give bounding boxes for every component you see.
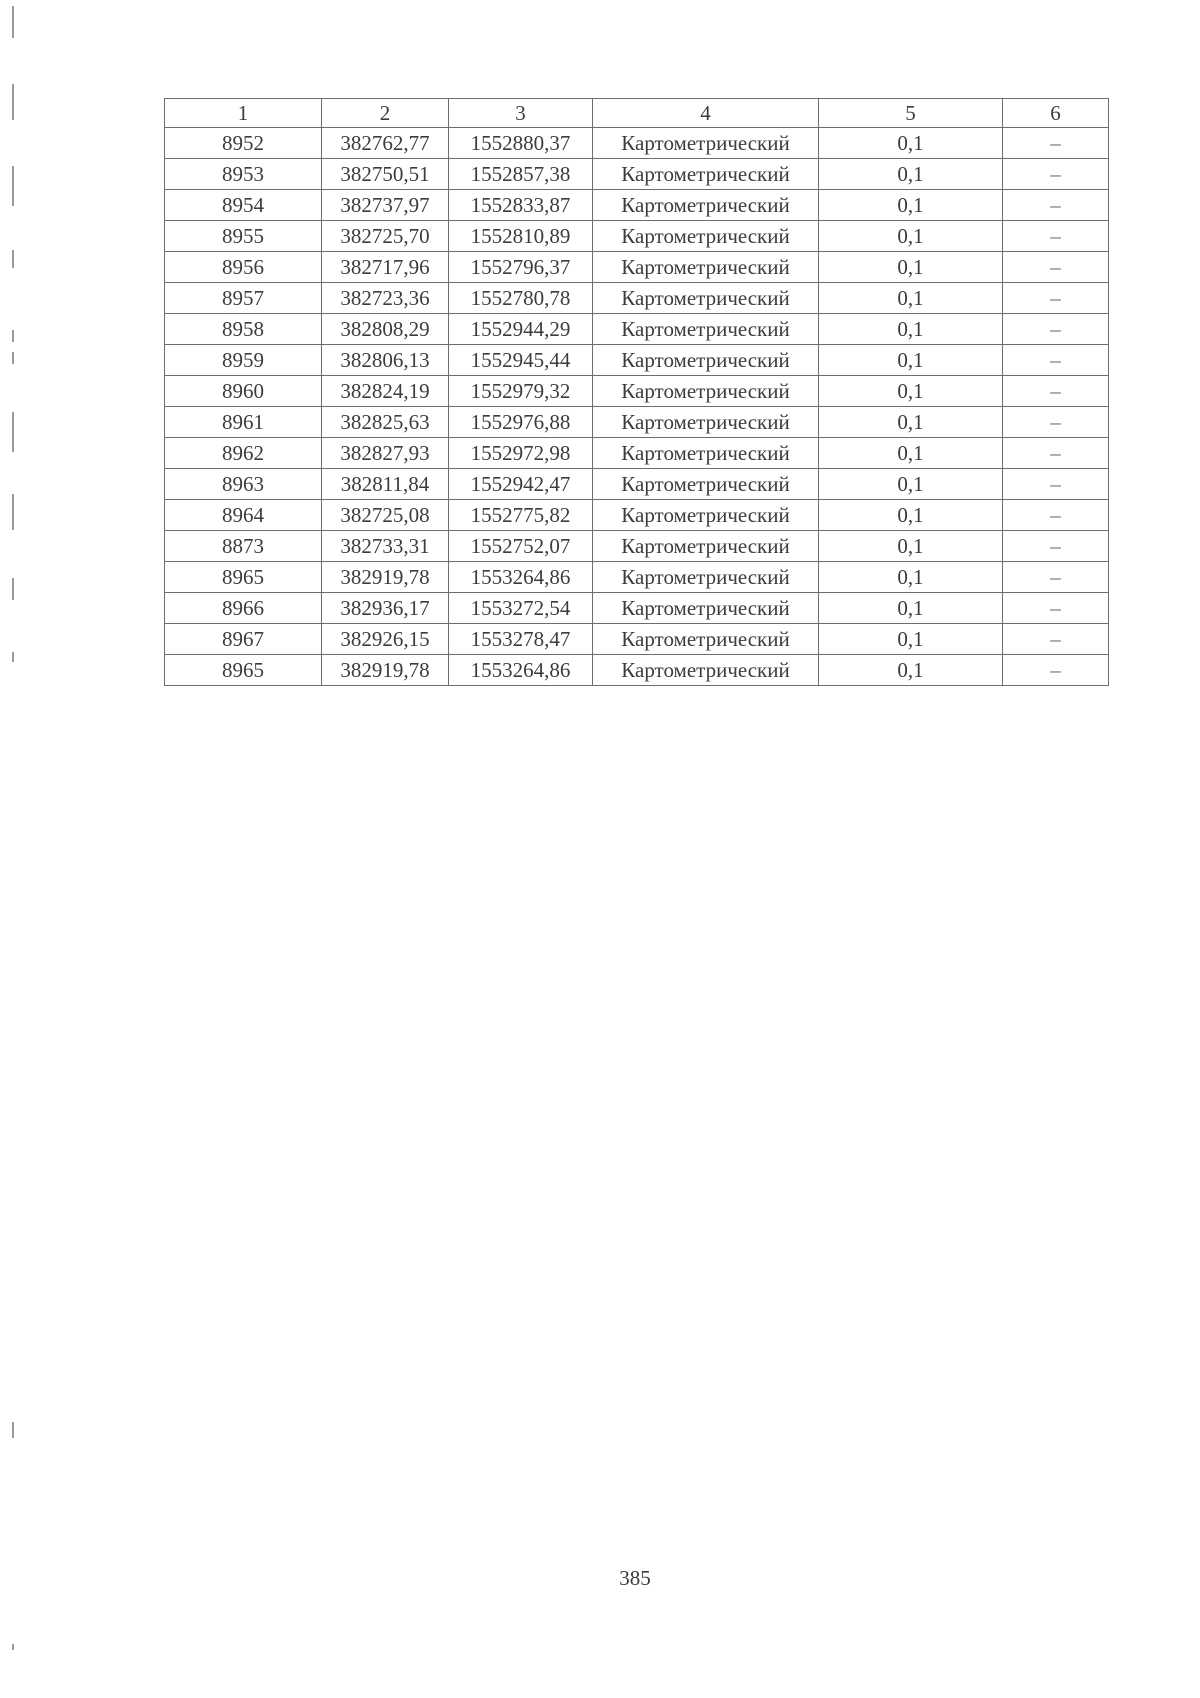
- x-coordinate-cell: 382808,29: [322, 314, 449, 345]
- description-cell: –: [1003, 624, 1109, 655]
- y-coordinate-cell: 1553264,86: [449, 655, 593, 686]
- x-coordinate-cell: 382737,97: [322, 190, 449, 221]
- table-row: [165, 190, 1109, 221]
- table-row: [165, 438, 1109, 469]
- x-coordinate-cell: 382926,15: [322, 624, 449, 655]
- description-cell: –: [1003, 531, 1109, 562]
- method-cell: Картометрический: [593, 190, 819, 221]
- table-row: [165, 252, 1109, 283]
- x-coordinate-cell: 382811,84: [322, 469, 449, 500]
- x-coordinate-cell: 382919,78: [322, 655, 449, 686]
- method-cell: Картометрический: [593, 345, 819, 376]
- point-number-cell: 8961: [165, 407, 322, 438]
- description-cell: –: [1003, 438, 1109, 469]
- method-cell: Картометрический: [593, 531, 819, 562]
- method-cell: Картометрический: [593, 283, 819, 314]
- x-coordinate-cell: 382824,19: [322, 376, 449, 407]
- y-coordinate-cell: 1552945,44: [449, 345, 593, 376]
- description-cell: –: [1003, 593, 1109, 624]
- description-cell: –: [1003, 283, 1109, 314]
- point-number-cell: 8958: [165, 314, 322, 345]
- point-number-cell: 8952: [165, 128, 322, 159]
- scan-mark: [12, 352, 14, 364]
- column-header: 5: [819, 99, 1003, 128]
- scan-mark: [12, 6, 14, 38]
- y-coordinate-cell: 1552880,37: [449, 128, 593, 159]
- method-cell: Картометрический: [593, 159, 819, 190]
- scan-mark: [12, 412, 14, 452]
- scan-mark: [12, 652, 14, 662]
- y-coordinate-cell: 1552976,88: [449, 407, 593, 438]
- method-cell: Картометрический: [593, 314, 819, 345]
- y-coordinate-cell: 1552780,78: [449, 283, 593, 314]
- y-coordinate-cell: 1553278,47: [449, 624, 593, 655]
- column-header: 3: [449, 99, 593, 128]
- accuracy-cell: 0,1: [819, 593, 1003, 624]
- y-coordinate-cell: 1552796,37: [449, 252, 593, 283]
- point-number-cell: 8963: [165, 469, 322, 500]
- scan-edge-marks: [8, 0, 20, 1698]
- scan-mark: [12, 250, 14, 268]
- y-coordinate-cell: 1552752,07: [449, 531, 593, 562]
- method-cell: Картометрический: [593, 221, 819, 252]
- x-coordinate-cell: 382723,36: [322, 283, 449, 314]
- description-cell: –: [1003, 407, 1109, 438]
- description-cell: –: [1003, 345, 1109, 376]
- method-cell: Картометрический: [593, 469, 819, 500]
- method-cell: Картометрический: [593, 655, 819, 686]
- description-cell: –: [1003, 469, 1109, 500]
- table-row: [165, 376, 1109, 407]
- table-row: [165, 407, 1109, 438]
- table-row: [165, 500, 1109, 531]
- method-cell: Картометрический: [593, 252, 819, 283]
- accuracy-cell: 0,1: [819, 624, 1003, 655]
- scan-mark: [12, 494, 14, 530]
- table-row: [165, 345, 1109, 376]
- x-coordinate-cell: 382919,78: [322, 562, 449, 593]
- point-number-cell: 8967: [165, 624, 322, 655]
- table-row: [165, 469, 1109, 500]
- y-coordinate-cell: 1552942,47: [449, 469, 593, 500]
- x-coordinate-cell: 382725,70: [322, 221, 449, 252]
- method-cell: Картометрический: [593, 624, 819, 655]
- scan-mark: [12, 330, 14, 342]
- y-coordinate-cell: 1553264,86: [449, 562, 593, 593]
- x-coordinate-cell: 382733,31: [322, 531, 449, 562]
- accuracy-cell: 0,1: [819, 500, 1003, 531]
- y-coordinate-cell: 1552979,32: [449, 376, 593, 407]
- accuracy-cell: 0,1: [819, 469, 1003, 500]
- table-row: [165, 562, 1109, 593]
- method-cell: Картометрический: [593, 593, 819, 624]
- point-number-cell: 8962: [165, 438, 322, 469]
- point-number-cell: 8966: [165, 593, 322, 624]
- x-coordinate-cell: 382806,13: [322, 345, 449, 376]
- point-number-cell: 8955: [165, 221, 322, 252]
- y-coordinate-cell: 1552775,82: [449, 500, 593, 531]
- point-number-cell: 8959: [165, 345, 322, 376]
- x-coordinate-cell: 382750,51: [322, 159, 449, 190]
- table-body: [165, 128, 1109, 686]
- table-row: [165, 128, 1109, 159]
- accuracy-cell: 0,1: [819, 562, 1003, 593]
- point-number-cell: 8954: [165, 190, 322, 221]
- point-number-cell: 8953: [165, 159, 322, 190]
- method-cell: Картометрический: [593, 562, 819, 593]
- y-coordinate-cell: 1552810,89: [449, 221, 593, 252]
- description-cell: –: [1003, 376, 1109, 407]
- table-row: [165, 159, 1109, 190]
- y-coordinate-cell: 1552833,87: [449, 190, 593, 221]
- accuracy-cell: 0,1: [819, 407, 1003, 438]
- point-number-cell: 8965: [165, 655, 322, 686]
- point-number-cell: 8964: [165, 500, 322, 531]
- table-row: [165, 221, 1109, 252]
- description-cell: –: [1003, 314, 1109, 345]
- description-cell: –: [1003, 500, 1109, 531]
- accuracy-cell: 0,1: [819, 438, 1003, 469]
- column-header: 4: [593, 99, 819, 128]
- x-coordinate-cell: 382725,08: [322, 500, 449, 531]
- method-cell: Картометрический: [593, 407, 819, 438]
- scan-mark: [12, 1644, 14, 1650]
- page-number: 385: [619, 1566, 651, 1590]
- y-coordinate-cell: 1552944,29: [449, 314, 593, 345]
- point-number-cell: 8960: [165, 376, 322, 407]
- point-number-cell: 8956: [165, 252, 322, 283]
- accuracy-cell: 0,1: [819, 655, 1003, 686]
- table-row: [165, 593, 1109, 624]
- scan-mark: [12, 1422, 14, 1438]
- y-coordinate-cell: 1553272,54: [449, 593, 593, 624]
- scan-mark: [12, 84, 14, 120]
- accuracy-cell: 0,1: [819, 283, 1003, 314]
- method-cell: Картометрический: [593, 376, 819, 407]
- accuracy-cell: 0,1: [819, 221, 1003, 252]
- accuracy-cell: 0,1: [819, 190, 1003, 221]
- description-cell: –: [1003, 655, 1109, 686]
- description-cell: –: [1003, 221, 1109, 252]
- x-coordinate-cell: 382936,17: [322, 593, 449, 624]
- scan-mark: [12, 578, 14, 600]
- x-coordinate-cell: 382717,96: [322, 252, 449, 283]
- column-header: 6: [1003, 99, 1109, 128]
- x-coordinate-cell: 382825,63: [322, 407, 449, 438]
- description-cell: –: [1003, 128, 1109, 159]
- table-row: [165, 531, 1109, 562]
- description-cell: –: [1003, 562, 1109, 593]
- description-cell: –: [1003, 190, 1109, 221]
- table-row: [165, 624, 1109, 655]
- accuracy-cell: 0,1: [819, 314, 1003, 345]
- method-cell: Картометрический: [593, 128, 819, 159]
- accuracy-cell: 0,1: [819, 159, 1003, 190]
- table-row: [165, 314, 1109, 345]
- point-number-cell: 8873: [165, 531, 322, 562]
- scan-mark: [12, 166, 14, 206]
- table-row: [165, 283, 1109, 314]
- point-number-cell: 8965: [165, 562, 322, 593]
- point-number-cell: 8957: [165, 283, 322, 314]
- coordinates-table: [164, 98, 1109, 686]
- column-header: 1: [165, 99, 322, 128]
- accuracy-cell: 0,1: [819, 252, 1003, 283]
- table-row: [165, 655, 1109, 686]
- y-coordinate-cell: 1552857,38: [449, 159, 593, 190]
- method-cell: Картометрический: [593, 500, 819, 531]
- y-coordinate-cell: 1552972,98: [449, 438, 593, 469]
- accuracy-cell: 0,1: [819, 128, 1003, 159]
- x-coordinate-cell: 382762,77: [322, 128, 449, 159]
- x-coordinate-cell: 382827,93: [322, 438, 449, 469]
- accuracy-cell: 0,1: [819, 376, 1003, 407]
- description-cell: –: [1003, 159, 1109, 190]
- description-cell: –: [1003, 252, 1109, 283]
- column-header: 2: [322, 99, 449, 128]
- accuracy-cell: 0,1: [819, 531, 1003, 562]
- table-header-row: [165, 99, 1109, 128]
- method-cell: Картометрический: [593, 438, 819, 469]
- accuracy-cell: 0,1: [819, 345, 1003, 376]
